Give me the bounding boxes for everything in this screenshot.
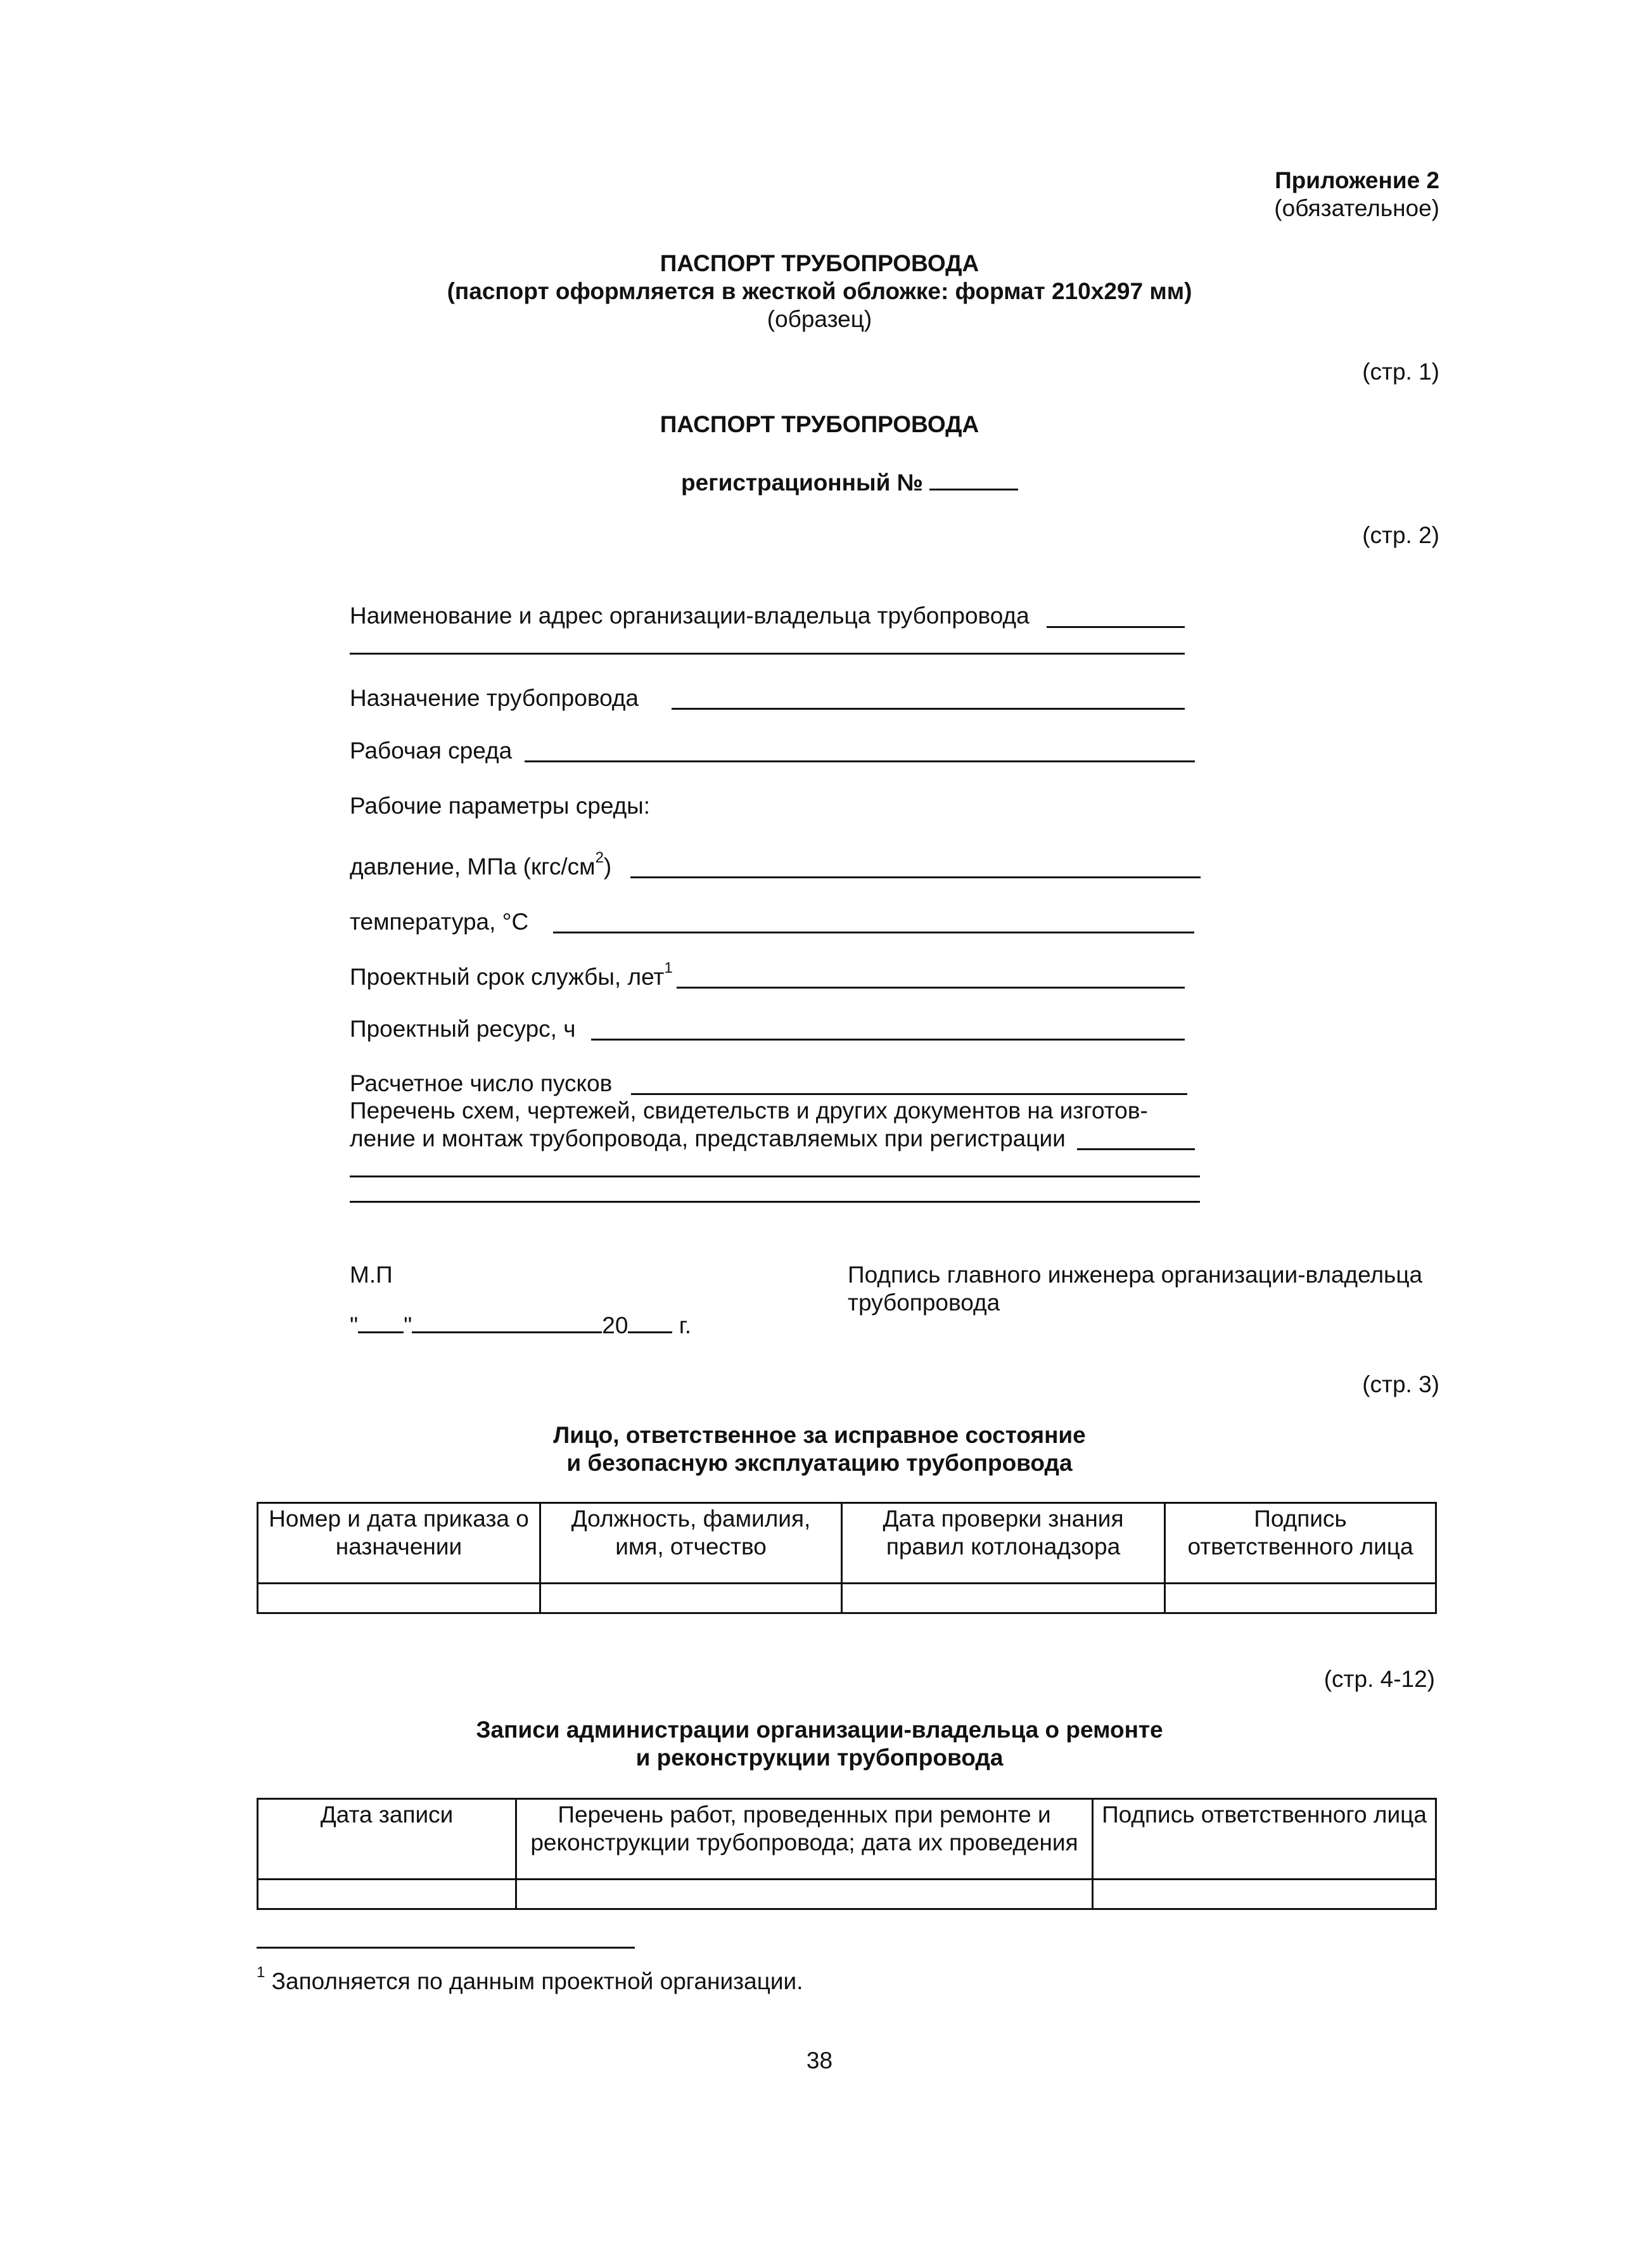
table-row <box>258 1584 1436 1613</box>
documents-field-2[interactable] <box>350 1176 1200 1177</box>
date-year-prefix: 20 <box>602 1312 628 1338</box>
medium-label: Рабочая среда <box>350 738 513 764</box>
registration-number-field[interactable] <box>929 489 1018 490</box>
appendix-note: (обязательное) <box>1274 195 1439 221</box>
chief-engineer-signature-line2: трубопровода <box>848 1290 1000 1316</box>
column-header: Подпись ответственного лица <box>1165 1503 1436 1584</box>
footnote-separator <box>257 1947 635 1949</box>
responsible-person-heading-line2: и безопасную эксплуатацию трубопровода <box>566 1450 1073 1476</box>
documents-field-1[interactable] <box>1077 1148 1195 1150</box>
repair-records-heading-line1: Записи администрации организации-владельца о ремонте <box>476 1717 1163 1743</box>
starts-label: Расчетное число пусков <box>350 1070 613 1096</box>
footnote <box>257 1964 803 1996</box>
table-cell[interactable] <box>540 1584 842 1613</box>
purpose-label: Назначение трубопровода <box>350 685 639 711</box>
params-label: Рабочие параметры среды: <box>350 793 651 819</box>
temperature-field[interactable] <box>553 932 1194 933</box>
service-life-text: Проектный срок службы, лет <box>350 964 665 990</box>
page1-label: (стр. 1) <box>1362 359 1439 385</box>
signature-date <box>350 1312 691 1340</box>
footnote-mark: 1 <box>257 1964 265 1981</box>
resource-label: Проектный ресурс, ч <box>350 1016 576 1042</box>
date-quote-open: " <box>350 1312 359 1338</box>
column-header: Номер и дата приказа о назначении <box>258 1503 540 1584</box>
date-day-field[interactable] <box>358 1331 404 1333</box>
table-header-row <box>258 1503 1436 1584</box>
page-number: 38 <box>806 2047 833 2073</box>
date-month-field[interactable] <box>412 1331 602 1333</box>
table-cell[interactable] <box>1093 1880 1436 1909</box>
service-life-field[interactable] <box>677 987 1185 989</box>
service-life-label <box>350 959 673 991</box>
pressure-unit-sup: 2 <box>595 849 604 866</box>
document-sample-note: (образец) <box>767 306 872 332</box>
stamp-label: М.П <box>350 1262 393 1288</box>
starts-field[interactable] <box>631 1093 1187 1095</box>
page4-label: (стр. 4-12) <box>1323 1666 1435 1692</box>
repair-records-heading-line2: и реконструкции трубопровода <box>635 1745 1004 1771</box>
passport-heading: ПАСПОРТ ТРУБОПРОВОДА <box>660 411 979 437</box>
column-header: Дата проверки знания правил котлонадзора <box>842 1503 1165 1584</box>
table-row <box>258 1880 1436 1909</box>
registration-number <box>681 469 1018 497</box>
documents-label-line1: Перечень схем, чертежей, свидетельств и других документов на изготов- <box>350 1098 1148 1124</box>
table-header-row <box>258 1799 1436 1880</box>
purpose-field[interactable] <box>672 708 1185 710</box>
table-cell[interactable] <box>516 1880 1093 1909</box>
document-subtitle: (паспорт оформляется в жесткой обложке: формат 210x297 мм) <box>447 278 1192 304</box>
pressure-label <box>350 849 612 881</box>
date-year-field[interactable] <box>628 1331 672 1333</box>
column-header: Подпись ответственного лица <box>1093 1799 1436 1880</box>
pressure-field[interactable] <box>630 876 1201 878</box>
table-cell[interactable] <box>842 1584 1165 1613</box>
footnote-text: Заполняется по данным проектной организации. <box>271 1968 803 1994</box>
temperature-label: температура, °С <box>350 909 529 935</box>
table-cell[interactable] <box>258 1584 540 1613</box>
column-header: Должность, фамилия, имя, отчество <box>540 1503 842 1584</box>
column-header: Перечень работ, проведенных при ремонте и реконструкции трубопровода; дата их проведения <box>516 1799 1093 1880</box>
medium-field[interactable] <box>525 760 1195 762</box>
owner-label: Наименование и адрес организации-владельца трубопровода <box>350 603 1030 629</box>
pressure-text: давление, МПа (кгс/см <box>350 854 596 880</box>
page3-label: (стр. 3) <box>1362 1371 1439 1397</box>
repair-records-table <box>257 1798 1437 1910</box>
pressure-close: ) <box>603 854 612 880</box>
table-cell[interactable] <box>1165 1584 1436 1613</box>
chief-engineer-signature-line1: Подпись главного инженера организации-владельца <box>848 1262 1423 1288</box>
owner-field-1[interactable] <box>1047 626 1185 628</box>
registration-label: регистрационный № <box>681 470 923 496</box>
document-title: ПАСПОРТ ТРУБОПРОВОДА <box>660 250 979 276</box>
responsible-person-heading-line1: Лицо, ответственное за исправное состояние <box>553 1422 1086 1448</box>
date-year-suffix: г. <box>679 1312 691 1338</box>
documents-label-line2: ление и монтаж трубопровода, представляемых при регистрации <box>350 1125 1066 1151</box>
date-quote-close: " <box>404 1312 412 1338</box>
appendix-number: Приложение 2 <box>1275 167 1439 193</box>
table-cell[interactable] <box>258 1880 516 1909</box>
documents-field-3[interactable] <box>350 1201 1200 1203</box>
service-life-footnote-mark: 1 <box>664 959 673 977</box>
page2-label: (стр. 2) <box>1362 522 1439 548</box>
owner-field-2[interactable] <box>350 653 1185 655</box>
column-header: Дата записи <box>258 1799 516 1880</box>
resource-field[interactable] <box>591 1039 1185 1041</box>
responsible-person-table <box>257 1502 1437 1614</box>
